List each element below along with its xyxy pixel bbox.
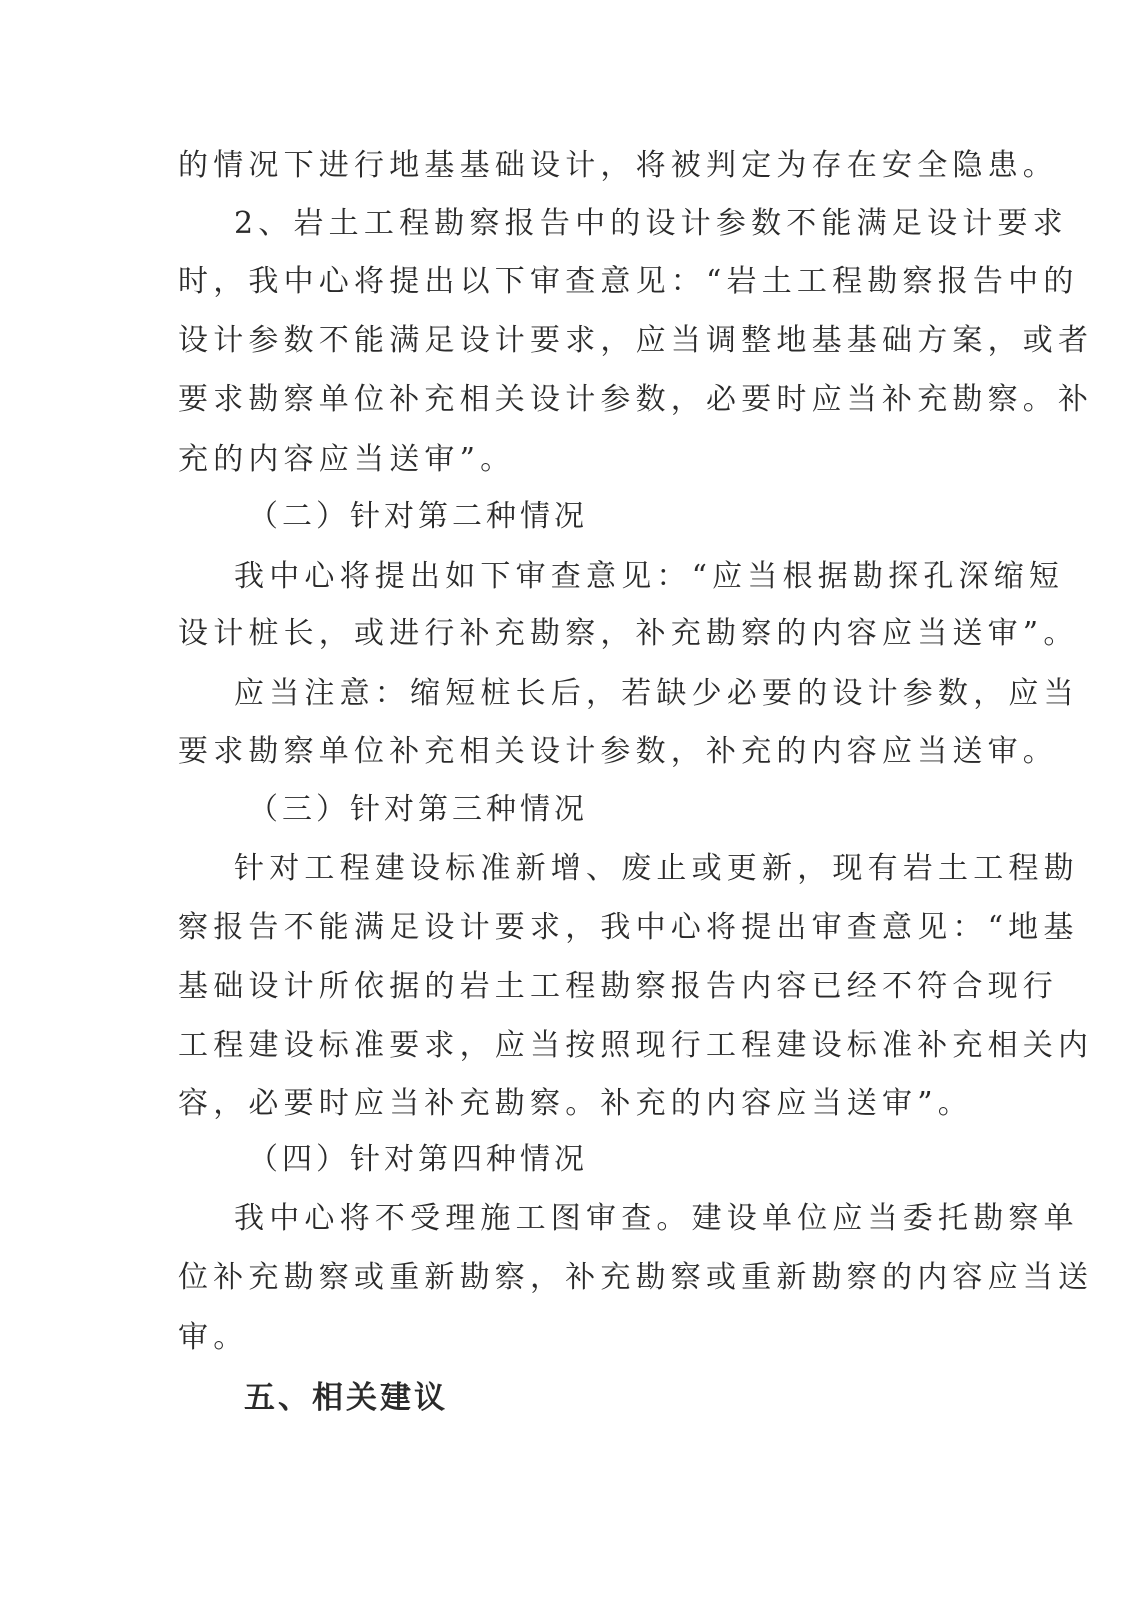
text-line: 时，我中心将提出以下审查意见：“岩土工程勘察报告中的 bbox=[178, 264, 1079, 299]
text-line: 审。 bbox=[178, 1320, 249, 1355]
text-line: 工程建设标准要求，应当按照现行工程建设标准补充相关内 bbox=[178, 1028, 1094, 1063]
section-subheading: （四）针对第四种情况 bbox=[248, 1142, 588, 1177]
section-subheading: （三）针对第三种情况 bbox=[248, 792, 588, 827]
text-line: 充的内容应当送审”。 bbox=[178, 442, 516, 477]
text-line: 的情况下进行地基基础设计，将被判定为存在安全隐患。 bbox=[178, 148, 1058, 183]
section-subheading: （二）针对第二种情况 bbox=[248, 499, 588, 534]
text-line: 容，必要时应当补充勘察。补充的内容应当送审”。 bbox=[178, 1086, 973, 1121]
text-line: 要求勘察单位补充相关设计参数，补充的内容应当送审。 bbox=[178, 734, 1058, 769]
text-line: 要求勘察单位补充相关设计参数，必要时应当补充勘察。补 bbox=[178, 382, 1094, 417]
text-line: 基础设计所依据的岩土工程勘察报告内容已经不符合现行 bbox=[178, 969, 1058, 1004]
text-line: 我中心将不受理施工图审查。建设单位应当委托勘察单 bbox=[234, 1201, 1079, 1236]
text-line: 针对工程建设标准新增、废止或更新，现有岩土工程勘 bbox=[234, 851, 1079, 886]
text-line: 应当注意：缩短桩长后，若缺少必要的设计参数，应当 bbox=[234, 676, 1079, 711]
text-line: 我中心将提出如下审查意见：“应当根据勘探孔深缩短 bbox=[234, 559, 1065, 594]
text-line: 2、岩土工程勘察报告中的设计参数不能满足设计要求 bbox=[234, 206, 1068, 241]
text-line: 察报告不能满足设计要求，我中心将提出审查意见：“地基 bbox=[178, 910, 1079, 945]
text-line: 设计参数不能满足设计要求，应当调整地基基础方案，或者 bbox=[178, 323, 1094, 358]
section-heading: 五、相关建议 bbox=[244, 1380, 448, 1416]
text-line: 位补充勘察或重新勘察，补充勘察或重新勘察的内容应当送 bbox=[178, 1260, 1094, 1295]
text-line: 设计桩长，或进行补充勘察，补充勘察的内容应当送审”。 bbox=[178, 616, 1079, 651]
